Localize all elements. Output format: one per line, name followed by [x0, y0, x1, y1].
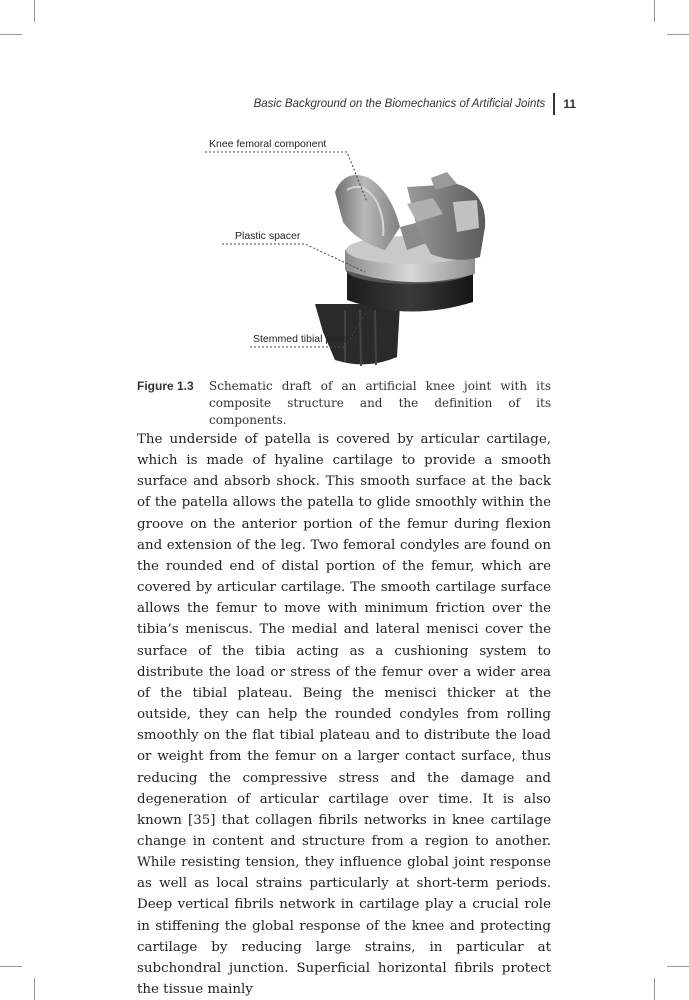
figure-number: Figure 1.3 — [137, 379, 194, 393]
knee-implant-figure — [195, 132, 500, 372]
femoral-condyle-left — [335, 175, 400, 250]
label-plastic-spacer: Plastic spacer — [235, 230, 301, 242]
running-header — [254, 92, 576, 116]
crop-mark-bottom-right-v — [654, 978, 655, 1000]
label-tibial-plate: Stemmed tibial plate — [253, 333, 349, 345]
running-title: Basic Background on the Biomechanics of Artificial Joints — [253, 98, 546, 110]
paragraph: The underside of patella is covered by articular cartilage, which is made of hyaline cartilage to provide a smooth surface and absorb shock. This smooth surface at the back of the patella allows the patella to glide smoothly within the groove on the anterior portion of the femur during flexion and extension of the leg. Two femoral condyles are found on the rounded end of distal portion of the femur, which are covered by articular cartilage. The smooth cartilage surface allows the femur to move with minimum friction over the tibia’s meniscus. The medial and lateral menisci cover the surface of the tibia acting as a cushioning system to distribute the load or stress of the femur over a wider area of the tibial plateau. Being the menisci thicker at the outside, they can help the rounded condyles from rolling smoothly on the flat tibial plateau and to distribute the load or weight from the femur on a larger contact surface, thus reducing the compressive stress and the damage and degeneration of articular cartilage over time. It is also known [35] that collagen fibrils networks in knee cartilage change in content and structure from a region to another. While resisting tension, they influence global joint response as well as local strains particularly at short-term periods. Deep vertical fibrils network in cartilage play a crucial role in stiffening the global response of the knee and protecting cartilage by reducing large strains, in particular at subchondral junction. Superficial horizontal fibrils protect the tissue mainly — [137, 432, 551, 998]
caption-text: Schematic draft of an artificial knee joint with its composite structure and the definition of its components. — [209, 379, 551, 427]
label-femoral-component: Knee femoral component — [209, 138, 327, 150]
header-divider — [553, 93, 555, 115]
crop-mark-top-right-h — [667, 34, 689, 35]
page-number: 11 — [563, 97, 576, 111]
body-text — [137, 429, 551, 1000]
crop-mark-top-left-h — [0, 34, 22, 35]
crop-mark-bottom-right-h — [667, 966, 689, 967]
figure-caption — [137, 378, 551, 429]
crop-mark-top-left-v — [34, 0, 35, 22]
crop-mark-top-right-v — [654, 0, 655, 22]
crop-mark-bottom-left-h — [0, 966, 22, 967]
crop-mark-bottom-left-v — [34, 978, 35, 1000]
